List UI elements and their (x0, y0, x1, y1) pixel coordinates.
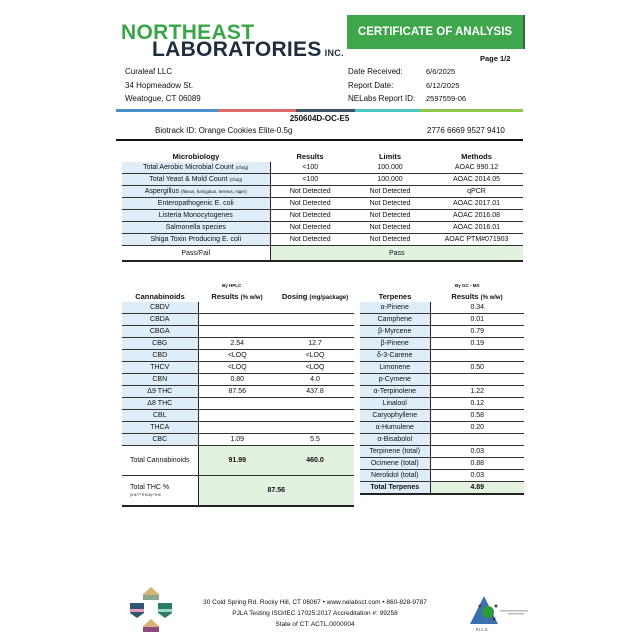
total-thc-row (122, 476, 354, 507)
cannabinoid-result (198, 302, 276, 314)
terpene-row (360, 338, 524, 350)
total-terpenes-label: Total Terpenes (360, 482, 430, 495)
micro-test-name: Total Aerobic Microbial Count (cfu/g) (122, 162, 270, 174)
cannabinoid-name: CBDA (122, 314, 198, 326)
micro-method: AOAC 2017.01 (430, 198, 523, 210)
pjla-logo-text: P.J.L.A. (476, 627, 489, 632)
col-header: Results (% w/w) (451, 291, 503, 301)
terpene-name: α-Humulene (360, 422, 430, 434)
terpene-result: 0.50 (430, 362, 524, 374)
terpene-name: Linalool (360, 398, 430, 410)
biotrack-product: Biotrack ID: Orange Cookies Elite-0.5g (155, 126, 293, 135)
stripe-segment (116, 109, 218, 112)
col-header: Methods (461, 151, 492, 161)
cannabinoid-row (122, 314, 354, 326)
terpene-row (360, 446, 524, 458)
micro-result: Not Detected (270, 186, 350, 198)
cannabinoid-row (122, 386, 354, 398)
terpene-name: Nerolidol (total) (360, 470, 430, 482)
micro-test-name: Salmonella species (122, 222, 270, 234)
terpene-row (360, 422, 524, 434)
micro-row (122, 210, 523, 222)
terpene-result: 0.03 (430, 446, 524, 458)
col-header: Dosing (mg/package) (281, 291, 349, 301)
terpene-result: 0.12 (430, 398, 524, 410)
terpene-row (360, 350, 524, 362)
terpene-result: 0.34 (430, 302, 524, 314)
total-terpenes-row (360, 482, 524, 495)
col-header: Limits (378, 151, 402, 161)
footer-address: 30 Cold Spring Rd. Rocky Hill, CT 06067 • www.nelabsct.com • 860-828-9787 (203, 599, 427, 606)
total-thc-value: 87.56 (198, 476, 354, 507)
client-street: 34 Hopmeadow St. (125, 80, 194, 90)
biotrack-number: 2776 6669 9527 9410 (427, 126, 505, 135)
cannabinoid-name: THCA (122, 422, 198, 434)
terpene-name: β-Myrcene (360, 326, 430, 338)
micro-limit: 100,000 (350, 174, 430, 186)
terpene-row (360, 302, 524, 314)
micro-method: AOAC 2014.05 (430, 174, 523, 186)
hplc-note: By HPLC (222, 283, 242, 288)
terpene-row (360, 386, 524, 398)
micro-limit: Not Detected (350, 210, 430, 222)
total-terpenes-value: 4.89 (430, 482, 524, 495)
stripe-segment (420, 109, 523, 112)
micro-test-name: Total Yeast & Mold Count (cfu/g) (122, 174, 270, 186)
micro-test-name: Aspergillus (flavus, fumigatus, terreus, niger) (122, 186, 270, 198)
micro-limit: Not Detected (350, 222, 430, 234)
report-date: Report Date: 6/12/2025 (348, 80, 460, 90)
micro-method: AOAC 2016.01 (430, 222, 523, 234)
cannabinoid-dosing (276, 326, 354, 338)
cannabinoid-dosing (276, 314, 354, 326)
cannabinoid-dosing (276, 398, 354, 410)
cannabinoid-name: CBN (122, 374, 198, 386)
micro-row (122, 162, 523, 174)
cannabinoid-dosing: 4.0 (276, 374, 354, 386)
terpene-name: β-Pinene (360, 338, 430, 350)
footer-info (170, 597, 460, 630)
terpene-result: 1.22 (430, 386, 524, 398)
cannabinoid-row (122, 410, 354, 422)
client-address (125, 65, 201, 106)
cannabinoid-row (122, 350, 354, 362)
total-cannabinoids-row (122, 446, 354, 476)
terpene-result: 0.88 (430, 458, 524, 470)
cannabinoid-dosing (276, 422, 354, 434)
stripe-segment (218, 109, 296, 112)
client-city: Weatogue, CT 06089 (125, 94, 201, 103)
cannabinoid-name: CBG (122, 338, 198, 350)
cannabinoid-row (122, 422, 354, 434)
total-thc-label: Total THC % (0.877*THCA)+THC (122, 476, 198, 507)
report-id: NELabs Report ID: 2597559-06 (348, 94, 467, 103)
cannabinoid-name: THCV (122, 362, 198, 374)
terpene-name: Ocimene (total) (360, 458, 430, 470)
company-logo-northeast: NORTHEAST (121, 21, 255, 44)
terpene-name: Caryophyllene (360, 410, 430, 422)
cannabinoid-dosing: 5.5 (276, 434, 354, 446)
col-header: Terpenes (378, 291, 412, 301)
cannabinoid-row (122, 374, 354, 386)
cannabinoid-dosing: <LOQ (276, 350, 354, 362)
color-stripe-divider (116, 109, 523, 112)
terpene-result: 0.20 (430, 422, 524, 434)
micro-result: Not Detected (270, 222, 350, 234)
terpene-row (360, 470, 524, 482)
logo-inc: INC. (324, 48, 344, 58)
cannabinoid-result: 1.09 (198, 434, 276, 446)
cannabinoid-row (122, 434, 354, 446)
total-cannabinoids-result: 91.99 (198, 446, 276, 476)
cannabinoid-result (198, 410, 276, 422)
terpene-row (360, 458, 524, 470)
cannabinoid-name: Δ9 THC (122, 386, 198, 398)
terpene-row (360, 314, 524, 326)
micro-limit: Not Detected (350, 198, 430, 210)
cannabinoid-name: CBDV (122, 302, 198, 314)
accreditation-badges-icon (126, 585, 176, 635)
cannabinoid-row (122, 302, 354, 314)
company-logo-laboratories: LABORATORIES INC. (152, 38, 344, 61)
cannabinoid-row (122, 362, 354, 374)
cannabinoid-result (198, 314, 276, 326)
terpene-result: 0.19 (430, 338, 524, 350)
cannabinoid-dosing (276, 410, 354, 422)
terpene-name: α-Bisabolol (360, 434, 430, 446)
micro-result: Not Detected (270, 234, 350, 246)
terpene-name: Camphene (360, 314, 430, 326)
sample-id: 250604D-OC-E5 (289, 114, 350, 123)
cannabinoid-dosing: <LOQ (276, 362, 354, 374)
terpene-result: 0.79 (430, 326, 524, 338)
cannabinoid-row (122, 398, 354, 410)
terpene-result: 0.58 (430, 410, 524, 422)
terpene-row (360, 398, 524, 410)
terpene-name: α-Terpinolene (360, 386, 430, 398)
cannabinoid-name: CBC (122, 434, 198, 446)
cannabinoid-dosing: 12.7 (276, 338, 354, 350)
terpenes-table (360, 290, 524, 495)
cannabinoid-dosing: 437.8 (276, 386, 354, 398)
terpene-result (430, 434, 524, 446)
stripe-segment (296, 109, 355, 112)
micro-result: <100 (270, 162, 350, 174)
micro-method: AOAC PTM#071903 (430, 234, 523, 246)
total-cannabinoids-label: Total Cannabinoids (122, 446, 198, 476)
cannabinoid-result (198, 422, 276, 434)
footer-state-license: State of CT: ACTL.0000004 (275, 621, 355, 628)
micro-row (122, 186, 523, 198)
footer-accreditation: PJLA Testing ISO/IEC 17025:2017 Accreditation #: 99258 (232, 610, 398, 617)
pass-fail-label: Pass/Fail (122, 246, 270, 262)
cannabinoid-name: CBL (122, 410, 198, 422)
terpene-result (430, 374, 524, 386)
micro-result: Not Detected (270, 210, 350, 222)
micro-test-name: Shiga Toxin Producing E. coli (122, 234, 270, 246)
microbiology-table (122, 150, 523, 262)
page-number: Page 1/2 (480, 54, 511, 63)
terpene-result: 0.03 (430, 470, 524, 482)
micro-limit: 100,000 (350, 162, 430, 174)
cannabinoid-result: 0.80 (198, 374, 276, 386)
micro-row (122, 234, 523, 246)
terpene-result (430, 350, 524, 362)
terpene-result: 0.01 (430, 314, 524, 326)
micro-row (122, 174, 523, 186)
cannabinoid-row (122, 326, 354, 338)
total-cannabinoids-dosing: 460.0 (276, 446, 354, 476)
terpene-name: p-Cymene (360, 374, 430, 386)
micro-method: qPCR (430, 186, 523, 198)
col-header: Cannabinoids (135, 291, 185, 301)
micro-test-name: Enteropathogenic E. coli (122, 198, 270, 210)
cannabinoid-name: CBD (122, 350, 198, 362)
cannabinoids-table (122, 290, 354, 507)
pass-fail-row (122, 246, 523, 262)
col-header: Results (296, 151, 324, 161)
micro-method: AOAC 2016.08 (430, 210, 523, 222)
cannabinoid-name: CBGA (122, 326, 198, 338)
terpene-name: Limonene (360, 362, 430, 374)
document-title: CERTIFICATE OF ANALYSIS (347, 15, 525, 49)
terpene-name: α-Pinene (360, 302, 430, 314)
micro-limit: Not Detected (350, 186, 430, 198)
cannabinoid-dosing (276, 302, 354, 314)
micro-row (122, 198, 523, 210)
cannabinoid-row (122, 338, 354, 350)
micro-method: AOAC 990.12 (430, 162, 523, 174)
terpene-row (360, 362, 524, 374)
micro-result: Not Detected (270, 198, 350, 210)
cannabinoid-result: <LOQ (198, 362, 276, 374)
cannabinoid-result: 87.56 (198, 386, 276, 398)
col-header: Results (% w/w) (211, 291, 263, 301)
pass-fail-value: Pass (270, 246, 523, 262)
cannabinoid-result: <LOQ (198, 350, 276, 362)
pjla-logo-icon (468, 594, 532, 632)
report-meta (348, 65, 466, 106)
terpene-name: δ-3-Carene (360, 350, 430, 362)
cannabinoid-result (198, 398, 276, 410)
cannabinoid-name: Δ8 THC (122, 398, 198, 410)
micro-test-name: Listeria Monocytogenes (122, 210, 270, 222)
divider-rule (116, 139, 523, 141)
cannabinoid-result: 2.54 (198, 338, 276, 350)
terpene-row (360, 374, 524, 386)
micro-result: <100 (270, 174, 350, 186)
client-name: Curaleaf LLC (125, 67, 173, 76)
terpene-row (360, 326, 524, 338)
date-received: Date Received: 6/6/2025 (348, 67, 456, 76)
stripe-segment (355, 109, 420, 112)
cannabinoid-result (198, 326, 276, 338)
terpene-row (360, 410, 524, 422)
terpene-name: Terpinene (total) (360, 446, 430, 458)
micro-row (122, 222, 523, 234)
terpene-row (360, 434, 524, 446)
col-header: Microbiology (172, 151, 220, 161)
micro-limit: Not Detected (350, 234, 430, 246)
gcms-note: By GC - MS (455, 283, 480, 288)
